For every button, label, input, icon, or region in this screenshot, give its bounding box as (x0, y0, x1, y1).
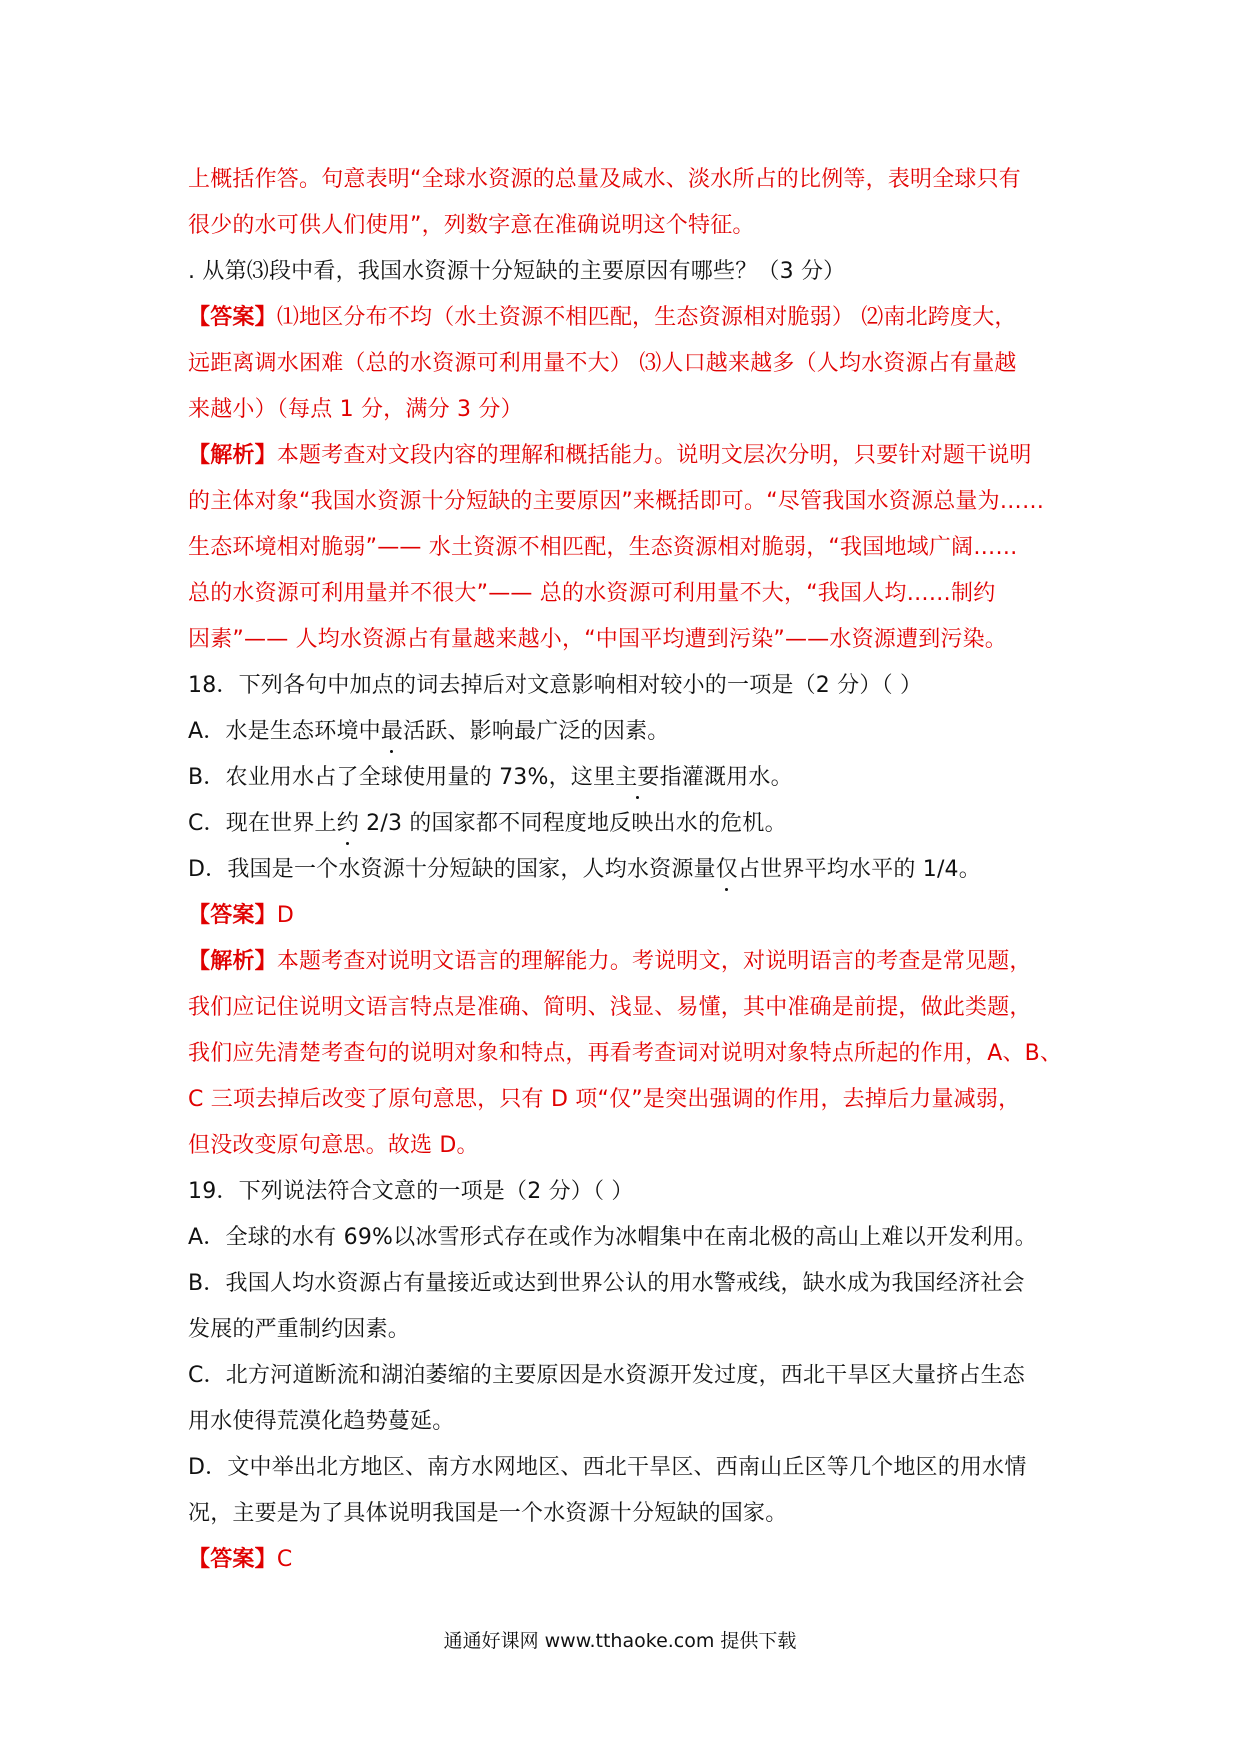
p1-line-2: 很少的水可供人们使用”，列数字意在准确说明这个特征。 (188, 213, 755, 238)
q19-option-b-line-1: B．我国人均水资源占有量接近或达到世界公认的用水警戒线，缺水成为我国经济社会 (188, 1271, 1025, 1296)
q19-option-c-line-2: 用水使得荒漠化趋势蔓延。 (188, 1409, 455, 1434)
q17-answer-text-1: ⑴地区分布不均（水土资源不相匹配，生态资源相对脆弱） ⑵南北跨度大， (276, 305, 1017, 330)
q18-explanation-line-3: 我们应先清楚考查句的说明对象和特点，再看考查词对说明对象特点所起的作用，A、B、 (188, 1041, 1063, 1066)
p1-line-1: 上概括作答。句意表明“全球水资源的总量及咸水、淡水所占的比例等，表明全球只有 (188, 167, 1022, 192)
q18-explanation-line-5: 但没改变原句意思。故选 D。 (188, 1133, 479, 1158)
q18-explanation-line-1 (188, 939, 1068, 985)
page-footer: 通通好课网 www.tthaoke.com 提供下载 (443, 1630, 797, 1652)
q18-b-text-pre: B．农业用水占了全球使用量的 73%，这里 (188, 765, 616, 790)
q18-d-text-pre: D．我国是一个水资源十分短缺的国家，人均水资源量 (188, 857, 716, 882)
q19-stem: 19．下列说法符合文意的一项是（2 分）（ ） (188, 1179, 634, 1204)
q18-a-text-pre: A．水是生态环境中 (188, 719, 381, 744)
q18-stem: 18．下列各句中加点的词去掉后对文意影响相对较小的一项是（2 分）（ ） (188, 673, 923, 698)
q17-stem: . 从第⑶段中看，我国水资源十分短缺的主要原因有哪些？（3 分） (188, 259, 846, 284)
q17-answer-line-3: 来越小）（每点 1 分，满分 3 分） (188, 397, 523, 422)
q18-option-c (188, 801, 1068, 847)
q19-option-d-line-2: 况，主要是为了具体说明我国是一个水资源十分短缺的国家。 (188, 1501, 788, 1526)
q18-exp-text-1: 本题考查对说明文语言的理解能力。考说明文，对说明语言的考查是常见题， (276, 949, 1032, 974)
q17-answer-line-1 (188, 295, 1068, 341)
q18-option-a (188, 709, 1068, 755)
answer-label: 【答案】 (188, 903, 277, 928)
explanation-label: 【解析】 (188, 443, 277, 468)
emphasis-dotted-word: 约 (337, 801, 359, 847)
q18-explanation-line-4: C 三项去掉后改变了原句意思，只有 D 项“仅”是突出强调的作用，去掉后力量减弱， (188, 1087, 1021, 1112)
emphasis-dotted-word: 主要 (615, 755, 659, 801)
q19-option-a: A．全球的水有 69%以冰雪形式存在或作为冰帽集中在南北极的高山上难以开发利用。 (188, 1225, 1037, 1250)
q18-c-text-post: 2/3 的国家都不同程度地反映出水的危机。 (358, 811, 787, 836)
emphasis-dotted-word: 最 (381, 709, 403, 755)
q18-option-b (188, 755, 1068, 801)
explanation-label: 【解析】 (188, 949, 277, 974)
answer-label: 【答案】 (188, 305, 277, 330)
q19-option-c-line-1: C．北方河道断流和湖泊萎缩的主要原因是水资源开发过度，西北干旱区大量挤占生态 (188, 1363, 1025, 1388)
q18-option-d (188, 847, 1068, 893)
q17-explanation-line-1 (188, 433, 1068, 479)
answer-label: 【答案】 (188, 1547, 277, 1572)
emphasis-dotted-word: 仅 (716, 847, 738, 893)
q17-explanation-line-4: 总的水资源可利用量并不很大”—— 总的水资源可利用量不大，“我国人均……制约 (188, 581, 996, 606)
q18-d-text-post: 占世界平均水平的 1/4。 (737, 857, 981, 882)
q17-explanation-line-3: 生态环境相对脆弱”—— 水土资源不相匹配，生态资源相对脆弱，“我国地域广阔…… (188, 535, 1018, 560)
q18-answer-value: D (276, 903, 294, 928)
q19-answer-value: C (276, 1547, 293, 1572)
q18-c-text-pre: C．现在世界上 (188, 811, 337, 836)
q17-answer-line-2: 远距离调水困难（总的水资源可利用量不大） ⑶人口越来越多（人均水资源占有量越 (188, 351, 1017, 376)
q18-explanation-line-2: 我们应记住说明文语言特点是准确、简明、浅显、易懂，其中准确是前提，做此类题， (188, 995, 1032, 1020)
q19-option-b-line-2: 发展的严重制约因素。 (188, 1317, 411, 1342)
q19-answer (188, 1537, 1068, 1583)
q18-a-text-post: 活跃、影响最广泛的因素。 (403, 719, 670, 744)
q17-explanation-line-5: 因素”—— 人均水资源占有量越来越小，“中国平均遭到污染”——水资源遭到污染。 (188, 627, 1007, 652)
q18-answer (188, 893, 1068, 939)
q17-exp-text-1: 本题考查对文段内容的理解和概括能力。说明文层次分明，只要针对题干说明 (276, 443, 1032, 468)
q17-explanation-line-2: 的主体对象“我国水资源十分短缺的主要原因”来概括即可。“尽管我国水资源总量为…… (188, 489, 1045, 514)
q18-b-text-post: 指灌溉用水。 (659, 765, 793, 790)
document-page (188, 157, 1068, 1583)
q19-option-d-line-1: D．文中举出北方地区、南方水网地区、西北干旱区、西南山丘区等几个地区的用水情 (188, 1455, 1027, 1480)
